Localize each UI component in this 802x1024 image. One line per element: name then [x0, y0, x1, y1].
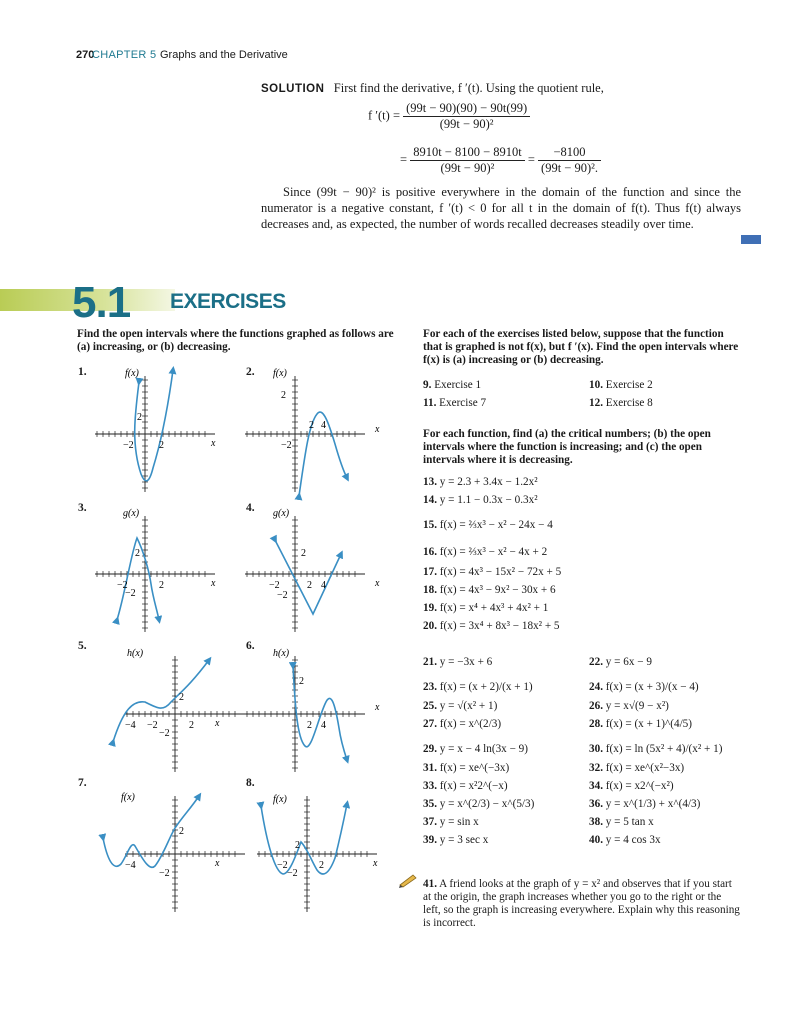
solution-intro: First find the derivative, f ′(t). Using the quotient rule, [333, 81, 604, 95]
graph-number: 4. [246, 502, 255, 514]
tick-label: 2 [179, 826, 184, 837]
exercise-number: 17. [423, 566, 437, 578]
tick-label: 2 [137, 412, 142, 423]
exercise-text: f(x) = (x + 1)^(4/5) [605, 718, 692, 730]
tick-label: −2 [125, 588, 136, 599]
tick-label: 4 [321, 720, 326, 731]
graph-number: 2. [246, 366, 255, 378]
tick-label: 2 [309, 420, 314, 431]
graph-3 [95, 508, 216, 632]
exercise-number: 26. [589, 700, 603, 712]
graph-number: 1. [78, 366, 87, 378]
exercise-number: 24. [589, 681, 603, 693]
exercise-number: 28. [589, 718, 603, 730]
solution-paragraph: Since (99t − 90)² is positive everywhere in the domain of the function and since the numerator is a negative constant, f ′(t) < 0 for all t in the domain of f(t). Thus f(t) always decreases and, as expected, the number of words recalled decreases steadily over time. [261, 185, 741, 231]
exercise-text: Exercise 7 [439, 397, 487, 409]
function-label: f(x) [121, 792, 135, 803]
exercise-text: f(x) = x^(2/3) [439, 718, 502, 730]
end-of-example-marker [741, 235, 761, 244]
fraction-1 [403, 101, 530, 132]
exercise-text: y = sin x [439, 816, 479, 828]
exercise-text: y = x√(9 − x²) [605, 700, 669, 712]
tick-label: 2 [159, 440, 164, 451]
exercise-text: y = 2.3 + 3.4x − 1.2x² [439, 476, 538, 488]
single-exercises [423, 476, 741, 638]
left-instruction: Find the open intervals where the functions graphed as follows are (a) increasing, or (b) decreasing. [77, 328, 394, 353]
exercise-text: y = x − 4 ln(3x − 9) [439, 743, 529, 755]
graph-7 [103, 792, 245, 912]
exercise-number: 13. [423, 476, 437, 488]
function-label: f(x) [273, 794, 287, 805]
exercise-text: f(x) = x2^(−x²) [605, 780, 674, 792]
tick-label: 2 [295, 840, 300, 851]
exercise-text: Exercise 8 [605, 397, 653, 409]
fraction-3 [538, 145, 601, 176]
exercise-text: f(x) = 4x³ − 9x² − 30x + 6 [439, 584, 556, 596]
tick-label: −2 [287, 868, 298, 879]
section-number: 5.1 [72, 278, 131, 327]
exercise-number: 20. [423, 620, 437, 632]
exercise-number: 40. [589, 834, 603, 846]
exercise-number: 16. [423, 546, 437, 558]
solution-intro-line [261, 80, 604, 97]
exercise-number: 36. [589, 798, 603, 810]
exercise-number: 25. [423, 700, 437, 712]
page-number: 270 [76, 49, 95, 61]
graph-number: 8. [246, 777, 255, 789]
tick-label: −2 [147, 720, 158, 731]
exercise-number: 12. [589, 397, 603, 409]
graph-8 [257, 794, 378, 912]
exercise-number: 37. [423, 816, 437, 828]
exercise-text: f(x) = ⅔x³ − x² − 4x + 2 [439, 546, 548, 558]
exercise-text: f(x) = (x + 3)/(x − 4) [605, 681, 699, 693]
exercise-text: y = x^(1/3) + x^(4/3) [605, 798, 701, 810]
axis-label: x [375, 702, 380, 713]
exercise-number: 29. [423, 743, 437, 755]
exercise-text: y = √(x² + 1) [439, 700, 498, 712]
tick-label: 2 [281, 390, 286, 401]
exercise-number: 39. [423, 834, 437, 846]
exercise-number: 33. [423, 780, 437, 792]
exercise-text: A friend looks at the graph of y = x² and observes that if you start at the origin, the graph increases whether you go to the right or the left, so the graph is increasing everywhere. Explain why this reasoning is incorrect. [423, 878, 740, 929]
axis-label: x [375, 578, 380, 589]
equation-line-1 [368, 101, 530, 132]
exercise-text: y = −3x + 6 [439, 656, 493, 668]
fraction-2 [410, 145, 525, 176]
chapter-title: Graphs and the Derivative [160, 49, 288, 61]
axis-label: x [375, 424, 380, 435]
exercise-text: f(x) = x²2^(−x) [439, 780, 508, 792]
tick-label: −2 [123, 440, 134, 451]
section-title: EXERCISES [170, 290, 286, 313]
axis-label: x [215, 718, 220, 729]
exercise-number: 14. [423, 494, 437, 506]
tick-label: −2 [277, 860, 288, 871]
exercise-number: 9. [423, 379, 432, 391]
exercise-number: 27. [423, 718, 437, 730]
fraction-3-numerator: −8100 [538, 145, 601, 161]
graph-1 [95, 368, 216, 492]
graphs-panel [77, 362, 407, 922]
function-label: h(x) [273, 648, 290, 659]
tick-label: −4 [125, 860, 136, 871]
tick-label: −2 [117, 580, 128, 591]
axis-label: x [373, 858, 378, 869]
tick-label: 4 [321, 580, 326, 591]
graph-6 [245, 648, 380, 772]
exercise-graphs [77, 362, 407, 922]
fraction-2-denominator: (99t − 90)² [440, 161, 495, 175]
exercise-number: 22. [589, 656, 603, 668]
exercise-text: y = 3 sec x [439, 834, 489, 846]
tick-label: 2 [159, 580, 164, 591]
fraction-1-numerator: (99t − 90)(90) − 90t(99) [403, 101, 530, 117]
exercise-text: f(x) = 4x³ − 15x² − 72x + 5 [439, 566, 562, 578]
function-label: g(x) [123, 508, 140, 519]
exercise-number: 18. [423, 584, 437, 596]
function-label: g(x) [273, 508, 290, 519]
exercise-text: f(x) = ln (5x² + 4)/(x² + 1) [605, 743, 723, 755]
exercise-number: 11. [423, 397, 437, 409]
exercise-text: y = 5 tan x [605, 816, 654, 828]
exercise-text: f(x) = xe^(−3x) [439, 762, 510, 774]
graph-number: 5. [78, 640, 87, 652]
exercise-number: 31. [423, 762, 437, 774]
exercise-text: f(x) = (x + 2)/(x + 1) [439, 681, 533, 693]
exercise-number: 21. [423, 656, 437, 668]
tick-label: 2 [189, 720, 194, 731]
tick-label: 2 [179, 692, 184, 703]
curve [135, 370, 173, 481]
curve [275, 540, 341, 614]
exercise-number: 23. [423, 681, 437, 693]
tick-label: 2 [307, 580, 312, 591]
pencil-icon [398, 872, 420, 888]
exercise-number: 15. [423, 519, 437, 531]
exercise-text: Exercise 2 [605, 379, 653, 391]
axis-label: x [215, 858, 220, 869]
equals-sign: = [400, 152, 408, 167]
chapter-label: CHAPTER 5 [92, 49, 157, 61]
fraction-1-denominator: (99t − 90)² [439, 117, 494, 131]
exercise-text: f(x) = ⅔x³ − x² − 24x − 4 [439, 519, 553, 531]
tick-label: 2 [307, 720, 312, 731]
fraction-2-numerator: 8910t − 8100 − 8910t [410, 145, 525, 161]
exercise-text: Exercise 1 [434, 379, 482, 391]
tick-label: −2 [269, 580, 280, 591]
axis-label: x [211, 438, 216, 449]
graph-number: 7. [78, 777, 87, 789]
tick-label: −2 [159, 868, 170, 879]
exercise-text: y = 6x − 9 [605, 656, 652, 668]
tick-label: 2 [299, 676, 304, 687]
exercise-number: 34. [589, 780, 603, 792]
tick-label: −2 [159, 728, 170, 739]
exercise-reference-grid [423, 379, 741, 415]
tick-label: −2 [281, 440, 292, 451]
tick-label: 2 [301, 548, 306, 559]
fraction-3-denominator: (99t − 90)². [541, 161, 599, 175]
right-instruction-1: For each of the exercises listed below, suppose that the function that is graphed is not f(x), but f ′(x). Find the open intervals where f(x) is (a) increasing or (b) decreasing. [423, 328, 739, 366]
paired-exercises [423, 656, 741, 852]
exercise-text: f(x) = 3x⁴ + 8x³ − 18x² + 5 [439, 620, 560, 632]
exercise-text: y = x^(2/3) − x^(5/3) [439, 798, 535, 810]
exercise-text: f(x) = x⁴ + 4x³ + 4x² + 1 [439, 602, 549, 614]
graph-number: 3. [78, 502, 87, 514]
equals-sign: = [527, 152, 535, 167]
exercise-number: 38. [589, 816, 603, 828]
tick-label: −2 [277, 590, 288, 601]
graph-number: 6. [246, 640, 255, 652]
exercise-41 [423, 878, 741, 930]
curve [261, 804, 347, 874]
exercise-number: 30. [589, 743, 603, 755]
function-label: h(x) [127, 648, 144, 659]
graph-5 [113, 648, 245, 772]
exercise-number: 10. [589, 379, 603, 391]
exercise-number: 32. [589, 762, 603, 774]
axis-label: x [211, 578, 216, 589]
graph-4 [245, 508, 380, 632]
graph-2 [245, 368, 380, 496]
exercise-number: 19. [423, 602, 437, 614]
tick-label: 2 [135, 548, 140, 559]
right-instruction-2: For each function, find (a) the critical numbers; (b) the open intervals where the function is increasing; and (c) the open intervals where it is decreasing. [423, 428, 711, 466]
exercise-number: 35. [423, 798, 437, 810]
function-label: f(x) [273, 368, 287, 379]
function-label: f(x) [125, 368, 139, 379]
exercise-text: f(x) = xe^(x²−3x) [605, 762, 685, 774]
exercise-number: 41. [423, 878, 437, 890]
tick-label: −4 [125, 720, 136, 731]
equation-line-2 [400, 145, 601, 176]
exercise-text: y = 1.1 − 0.3x − 0.3x² [439, 494, 538, 506]
solution-label: SOLUTION [261, 83, 325, 95]
tick-label: 4 [321, 420, 326, 431]
exercise-text: y = 4 cos 3x [605, 834, 661, 846]
equation-lhs: f ′(t) = [368, 108, 400, 123]
tick-label: 2 [319, 860, 324, 871]
